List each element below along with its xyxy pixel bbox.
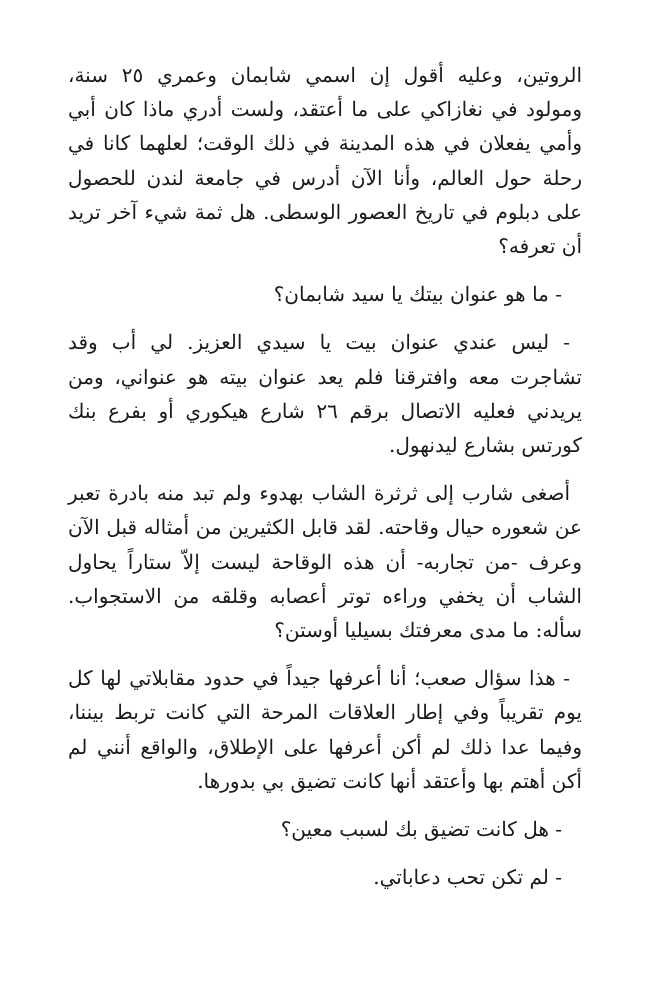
dialogue-address-answer: - ليس عندي عنوان بيت يا سيدي العزيز. لي أب وقد تشاجرت معه وافترقنا فلم يعد عنوان بيته هو عنواني، ومن يريدني فعليه الاتصال برقم ٢٦ شارع هيكوري أو بفرع بنك كورتس بشارع ليدنهول. bbox=[68, 330, 583, 458]
paragraph-narration: أصغى شارب إلى ثرثرة الشاب بهدوء ولم تبد منه بادرة تعبر عن شعوره حيال وقاحته. لقد قابل الكثيرين من أمثاله قبل الآن وعرف -من تجاربه- أن هذه الوقاحة ليست إلاّ ستاراً يحاول الشاب أن يخفي وراءه توتر أعصابه وقلقه من الاستجواب. سأله: ما مدى معرفتك بسيليا أوستن؟ bbox=[68, 481, 582, 643]
dialogue-celia-answer: - هذا سؤال صعب؛ أنا أعرفها جيداً في حدود مقابلاتي لها كل يوم تقريباً وفي إطار العلاقات المرحة التي كانت تربط بيننا، وفيما عدا ذلك لم أكن أعرفها على الإطلاق، والواقع أنني لم أكن أهتم بها وأعتقد أنها كانت تضيق بي بدورها. bbox=[68, 666, 582, 793]
dialogue-jokes-answer: - لم تكن تحب دعاباتي. bbox=[373, 865, 562, 890]
paragraph-intro: الروتين، وعليه أقول إن اسمي شابمان وعمري ٢٥ سنة، ومولود في نغازاكي على ما أعتقد، ولست أدري ماذا كان أبي وأمي يفعلان في هذه المدينة في ذلك الوقت؛ لعلهما كانا في رحلة حول العالم، وأنا الآن أدرس في جامعة لندن للحصول على دبلوم في تاريخ العصور الوسطى. هل ثمة شيء آخر تريد أن تعرفه؟ bbox=[68, 63, 582, 259]
dialogue-reason-question: - هل كانت تضيق بك لسبب معين؟ bbox=[280, 817, 562, 842]
book-page bbox=[68, 58, 582, 894]
dialogue-address-question: - ما هو عنوان بيتك يا سيد شابمان؟ bbox=[273, 282, 562, 307]
